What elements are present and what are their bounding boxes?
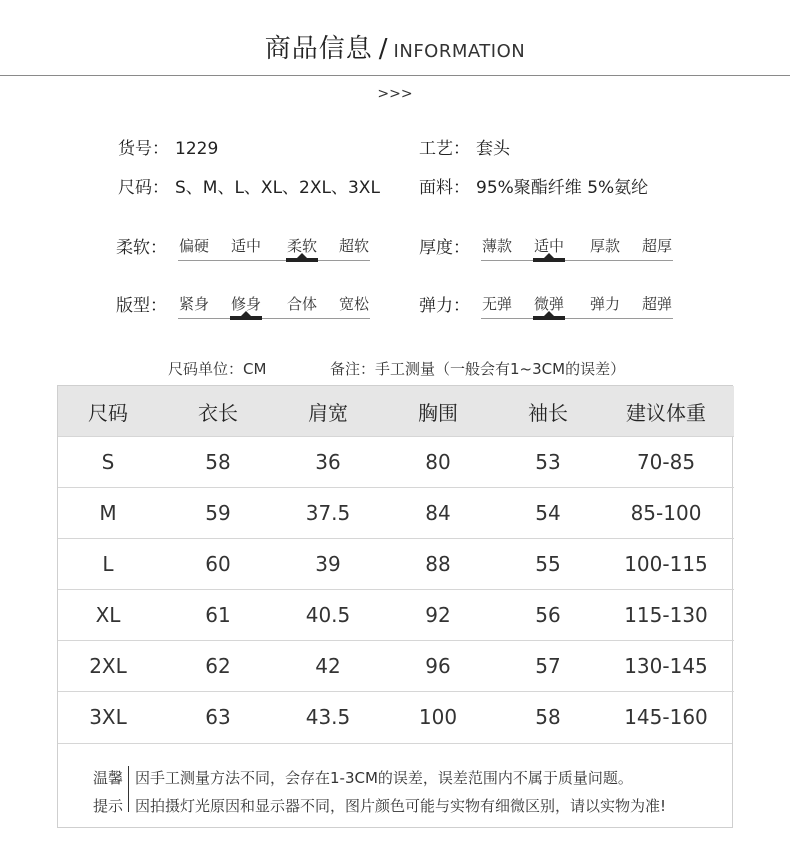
fit-option: 宽松 — [338, 295, 369, 313]
column-header: 建议体重 — [598, 386, 734, 437]
title-zh: 商品信息 — [264, 34, 373, 64]
craft-label: 工艺： — [419, 139, 470, 159]
elasticity-scale — [481, 293, 673, 319]
elasticity-option: 弹力 — [589, 295, 620, 313]
table-cell: 70-85 — [598, 437, 734, 488]
thickness-option: 超厚 — [641, 237, 672, 255]
table-cell: 40.5 — [278, 590, 378, 641]
thickness-option: 薄款 — [481, 237, 512, 255]
table-cell: M — [58, 488, 158, 539]
table-cell: 62 — [158, 641, 278, 692]
column-header: 袖长 — [498, 386, 598, 437]
item-number — [118, 134, 218, 159]
table-cell: 43.5 — [278, 692, 378, 743]
header-divider — [0, 75, 790, 76]
table-cell: 3XL — [58, 692, 158, 743]
scale-baseline — [178, 318, 370, 319]
size-unit-note: 尺码单位：CM — [168, 360, 267, 378]
table-row — [58, 641, 734, 692]
table-row — [58, 590, 734, 641]
table-cell: 115-130 — [598, 590, 734, 641]
tips-label — [93, 764, 123, 820]
sizes-value: S、M、L、XL、2XL、3XL — [175, 178, 380, 198]
table-cell: 53 — [498, 437, 598, 488]
selected-marker — [286, 258, 318, 262]
scale-baseline — [178, 260, 370, 261]
tips-line: 因手工测量方法不同，会存在1-3CM的误差，误差范围内不属于质量问题。 — [135, 769, 633, 787]
thickness-option: 适中 — [533, 237, 564, 255]
table-body — [58, 437, 734, 743]
table-cell: 84 — [378, 488, 498, 539]
table-cell: 100-115 — [598, 539, 734, 590]
table-cell: 58 — [158, 437, 278, 488]
table-cell: 100 — [378, 692, 498, 743]
table-cell: 37.5 — [278, 488, 378, 539]
table-cell: 39 — [278, 539, 378, 590]
sizes-label: 尺码： — [118, 178, 169, 198]
table-cell: 55 — [498, 539, 598, 590]
softness-option: 适中 — [230, 237, 261, 255]
tips-section — [58, 743, 732, 828]
elasticity-label: 弹力： — [419, 296, 470, 316]
table-cell: 54 — [498, 488, 598, 539]
softness-option: 超软 — [338, 237, 369, 255]
table-cell: 57 — [498, 641, 598, 692]
softness-label: 柔软： — [116, 238, 167, 258]
table-cell: 59 — [158, 488, 278, 539]
fit-option: 修身 — [230, 295, 261, 313]
thickness-scale — [481, 235, 673, 261]
softness-option: 柔软 — [286, 237, 317, 255]
table-cell: 145-160 — [598, 692, 734, 743]
table-row — [58, 488, 734, 539]
size-table — [57, 385, 733, 828]
craft-value: 套头 — [476, 139, 510, 159]
title-en: INFORMATION — [393, 41, 526, 62]
arrows-indicator: >>> — [377, 86, 413, 102]
table-cell: 61 — [158, 590, 278, 641]
softness-option: 偏硬 — [178, 237, 209, 255]
column-header: 衣长 — [158, 386, 278, 437]
measurement-remark: 备注：手工测量（一般会有1~3CM的误差） — [330, 360, 626, 378]
tips-label-line: 提示 — [93, 797, 124, 815]
table-cell: XL — [58, 590, 158, 641]
tips-divider — [128, 766, 129, 812]
table-cell: 58 — [498, 692, 598, 743]
scale-baseline — [481, 318, 673, 319]
title-separator: / — [378, 34, 388, 64]
fit-option: 紧身 — [178, 295, 209, 313]
column-header: 肩宽 — [278, 386, 378, 437]
table-row — [58, 539, 734, 590]
fit-scale — [178, 293, 370, 319]
item-number-value: 1229 — [175, 139, 219, 159]
scale-baseline — [481, 260, 673, 261]
fabric-label: 面料： — [419, 178, 470, 198]
fabric — [419, 173, 648, 198]
table-cell: 130-145 — [598, 641, 734, 692]
table-row — [58, 692, 734, 743]
sizes — [118, 173, 380, 198]
table-cell: 60 — [158, 539, 278, 590]
table-cell: 63 — [158, 692, 278, 743]
softness-scale — [178, 235, 370, 261]
table-cell: S — [58, 437, 158, 488]
craft — [419, 134, 510, 159]
item-number-label: 货号： — [118, 139, 169, 159]
column-header: 尺码 — [58, 386, 158, 437]
table-cell: 56 — [498, 590, 598, 641]
table-row — [58, 437, 734, 488]
table-cell: 36 — [278, 437, 378, 488]
tips-label-line: 温馨 — [93, 769, 124, 787]
selected-marker — [533, 258, 565, 262]
table-cell: 88 — [378, 539, 498, 590]
fit-option: 合体 — [286, 295, 317, 313]
elasticity-option: 超弹 — [641, 295, 672, 313]
selected-marker — [533, 316, 565, 320]
table-cell: 96 — [378, 641, 498, 692]
table-header-row — [58, 386, 734, 437]
elasticity-option: 无弹 — [481, 295, 512, 313]
tips-line: 因拍摄灯光原因和显示器不同，图片颜色可能与实物有细微区别，请以实物为准! — [135, 797, 667, 815]
fit-label: 版型： — [116, 296, 167, 316]
table-cell: 92 — [378, 590, 498, 641]
table-cell: 80 — [378, 437, 498, 488]
section-header — [0, 28, 790, 65]
fabric-value: 95%聚酯纤维 5%氨纶 — [476, 178, 649, 198]
tips-text — [135, 764, 666, 820]
column-header: 胸围 — [378, 386, 498, 437]
selected-marker — [230, 316, 262, 320]
table-cell: 2XL — [58, 641, 158, 692]
table-cell: L — [58, 539, 158, 590]
size-table-grid — [58, 386, 734, 742]
elasticity-option: 微弹 — [533, 295, 564, 313]
table-cell: 42 — [278, 641, 378, 692]
thickness-label: 厚度： — [419, 238, 470, 258]
thickness-option: 厚款 — [589, 237, 620, 255]
table-cell: 85-100 — [598, 488, 734, 539]
